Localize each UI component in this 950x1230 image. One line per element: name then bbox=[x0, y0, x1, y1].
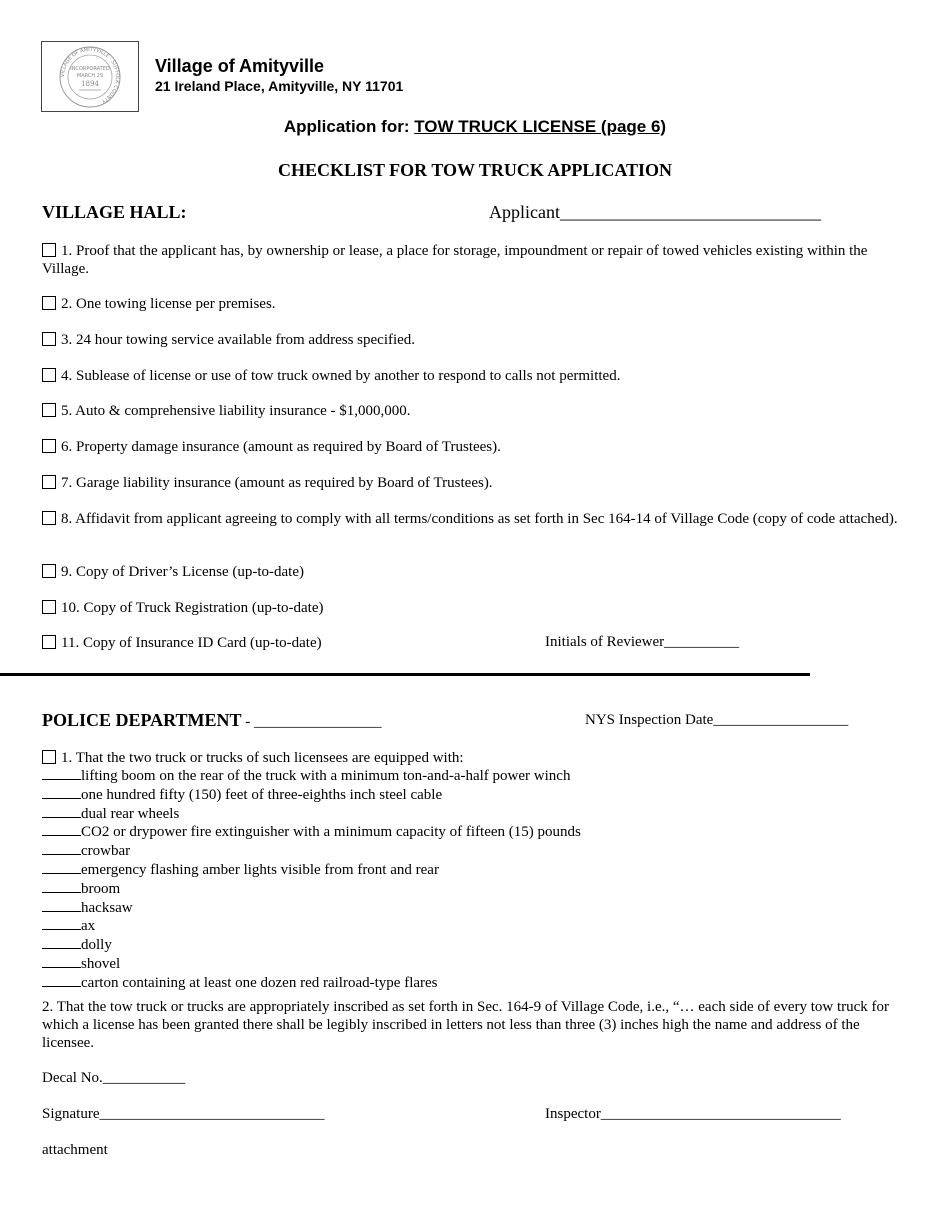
equipment-text: shovel bbox=[81, 955, 121, 972]
seal-ring-text: VILLAGE OF AMITYVILLE · SUFFOLK COUNTY bbox=[59, 46, 121, 104]
decal-number-field[interactable]: Decal No.___________ bbox=[42, 1070, 186, 1086]
checklist-item-text: 8. Affidavit from applicant agreeing to comply with all terms/conditions as set forth in Sec 164-14 of Village Code (copy of code attached). bbox=[61, 511, 898, 527]
checklist-item-3 bbox=[42, 331, 912, 349]
equipment-text: hacksaw bbox=[81, 899, 133, 916]
equipment-item bbox=[42, 842, 581, 861]
equipment-text: one hundred fifty (150) feet of three-eighths inch steel cable bbox=[81, 786, 443, 803]
equipment-item bbox=[42, 823, 581, 842]
org-name: Village of Amityville bbox=[155, 56, 325, 76]
police-item-2-text: 2. That the tow truck or trucks are appropriately inscribed as set forth in Sec. 164-9 of Village Code, i.e., “… each side of every tow truck for which a license has been granted there shall be legibly inscribed in letters not less than three (3) inches high the name and address of the licensee. bbox=[42, 999, 890, 1051]
checklist-item-text: 1. Proof that the applicant has, by ownership or lease, a place for storage, impoundment or repair of towed vehicles existing within the Village. bbox=[42, 243, 868, 277]
equipment-blank[interactable] bbox=[42, 899, 81, 912]
checkbox[interactable] bbox=[42, 750, 56, 764]
checklist-item-text: 6. Property damage insurance (amount as required by Board of Trustees). bbox=[61, 439, 501, 455]
checklist-item-6 bbox=[42, 438, 912, 456]
checkbox[interactable] bbox=[42, 403, 56, 417]
nys-inspection-date-field[interactable]: NYS Inspection Date__________________ bbox=[585, 712, 849, 728]
equipment-blank[interactable] bbox=[42, 917, 81, 930]
checklist-item-text: 10. Copy of Truck Registration (up-to-date) bbox=[61, 600, 324, 616]
checkbox[interactable] bbox=[42, 511, 56, 525]
equipment-text: lifting boom on the rear of the truck with a minimum ton-and-a-half power winch bbox=[81, 768, 571, 784]
village-seal-frame bbox=[41, 41, 139, 112]
reviewer-initials-field[interactable]: Initials of Reviewer__________ bbox=[545, 634, 740, 650]
org-address: 21 Ireland Place, Amityville, NY 11701 bbox=[155, 78, 404, 94]
equipment-text: carton containing at least one dozen red railroad-type flares bbox=[81, 974, 438, 991]
equipment-item bbox=[42, 955, 581, 974]
checklist-item-text: 4. Sublease of license or use of tow truck owned by another to respond to calls not permitted. bbox=[61, 368, 621, 384]
equipment-item bbox=[42, 880, 581, 899]
seal-line1: INCORPORATED bbox=[70, 65, 110, 72]
equipment-blank[interactable] bbox=[42, 955, 81, 968]
police-item-1-text: 1. That the two truck or trucks of such licensees are equipped with: bbox=[61, 750, 464, 766]
equipment-text: broom bbox=[81, 880, 121, 897]
checklist-item-5 bbox=[42, 402, 912, 420]
attachment-label: attachment bbox=[42, 1142, 108, 1158]
checkbox[interactable] bbox=[42, 439, 56, 453]
equipment-blank[interactable] bbox=[42, 786, 81, 799]
equipment-text: dual rear wheels bbox=[81, 805, 180, 822]
police-heading-blank[interactable]: - _________________ bbox=[241, 714, 382, 730]
applicant-field[interactable]: Applicant_____________________________ bbox=[489, 202, 821, 222]
equipment-blank[interactable] bbox=[42, 974, 81, 987]
seal-line2: MARCH 29 bbox=[76, 72, 104, 79]
equipment-item bbox=[42, 936, 581, 955]
checklist-item-7 bbox=[42, 474, 912, 492]
checklist-item-text: 2. One towing license per premises. bbox=[61, 296, 276, 312]
equipment-item bbox=[42, 899, 581, 918]
checkbox[interactable] bbox=[42, 332, 56, 346]
checklist-item-text: 5. Auto & comprehensive liability insurance - $1,000,000. bbox=[61, 403, 411, 419]
signature-field[interactable]: Signature______________________________ bbox=[42, 1106, 325, 1122]
equipment-blank[interactable] bbox=[42, 805, 81, 818]
equipment-text: dolly bbox=[81, 937, 112, 954]
equipment-text: ax bbox=[81, 918, 96, 935]
checklist-item-9 bbox=[42, 563, 912, 581]
checkbox[interactable] bbox=[42, 243, 56, 257]
checklist-item-text: 9. Copy of Driver’s License (up-to-date) bbox=[61, 564, 304, 580]
equipment-text: CO2 or drypower fire extinguisher with a minimum capacity of fifteen (15) pounds bbox=[81, 824, 581, 841]
equipment-text: emergency flashing amber lights visible from front and rear bbox=[81, 861, 439, 878]
equipment-blank[interactable] bbox=[42, 767, 81, 780]
seal-year: 1894 bbox=[81, 79, 99, 88]
checklist-item-2 bbox=[42, 295, 912, 313]
equipment-blank[interactable] bbox=[42, 936, 81, 949]
equipment-item bbox=[42, 917, 581, 936]
equipment-list bbox=[42, 767, 581, 993]
equipment-item bbox=[42, 786, 581, 805]
equipment-blank[interactable] bbox=[42, 823, 81, 836]
police-item-1 bbox=[42, 749, 912, 767]
checklist-item-8 bbox=[42, 510, 912, 528]
application-title bbox=[0, 117, 950, 137]
section-divider bbox=[0, 673, 810, 676]
checklist-item-11 bbox=[42, 634, 522, 652]
checklist-item-4 bbox=[42, 367, 912, 385]
equipment-blank[interactable] bbox=[42, 880, 81, 893]
application-prefix: Application for: bbox=[283, 117, 415, 136]
equipment-item bbox=[42, 861, 581, 880]
inspector-field[interactable]: Inspector________________________________ bbox=[545, 1106, 841, 1122]
checklist-item-1 bbox=[42, 242, 912, 278]
checklist-item-text: 7. Garage liability insurance (amount as required by Board of Trustees). bbox=[61, 475, 493, 491]
checklist-item-text: 11. Copy of Insurance ID Card (up-to-date) bbox=[61, 635, 322, 651]
application-license-type: TOW TRUCK LICENSE (page 6) bbox=[414, 117, 667, 136]
checkbox[interactable] bbox=[42, 475, 56, 489]
equipment-text: crowbar bbox=[81, 843, 131, 860]
checkbox[interactable] bbox=[42, 600, 56, 614]
checklist-item-text: 3. 24 hour towing service available from address specified. bbox=[61, 332, 416, 348]
equipment-item bbox=[42, 767, 581, 786]
checklist-item-10 bbox=[42, 599, 912, 617]
checkbox[interactable] bbox=[42, 564, 56, 578]
checklist-title: CHECKLIST FOR TOW TRUCK APPLICATION bbox=[277, 160, 673, 180]
equipment-blank[interactable] bbox=[42, 842, 81, 855]
police-heading-text: POLICE DEPARTMENT bbox=[42, 710, 242, 730]
equipment-blank[interactable] bbox=[42, 861, 81, 874]
police-department-heading bbox=[42, 710, 382, 731]
checkbox[interactable] bbox=[42, 368, 56, 382]
village-hall-heading: VILLAGE HALL: bbox=[42, 202, 187, 222]
equipment-item bbox=[42, 805, 581, 824]
village-seal-icon bbox=[49, 45, 131, 109]
equipment-item bbox=[42, 974, 581, 993]
checkbox[interactable] bbox=[42, 635, 56, 649]
checkbox[interactable] bbox=[42, 296, 56, 310]
